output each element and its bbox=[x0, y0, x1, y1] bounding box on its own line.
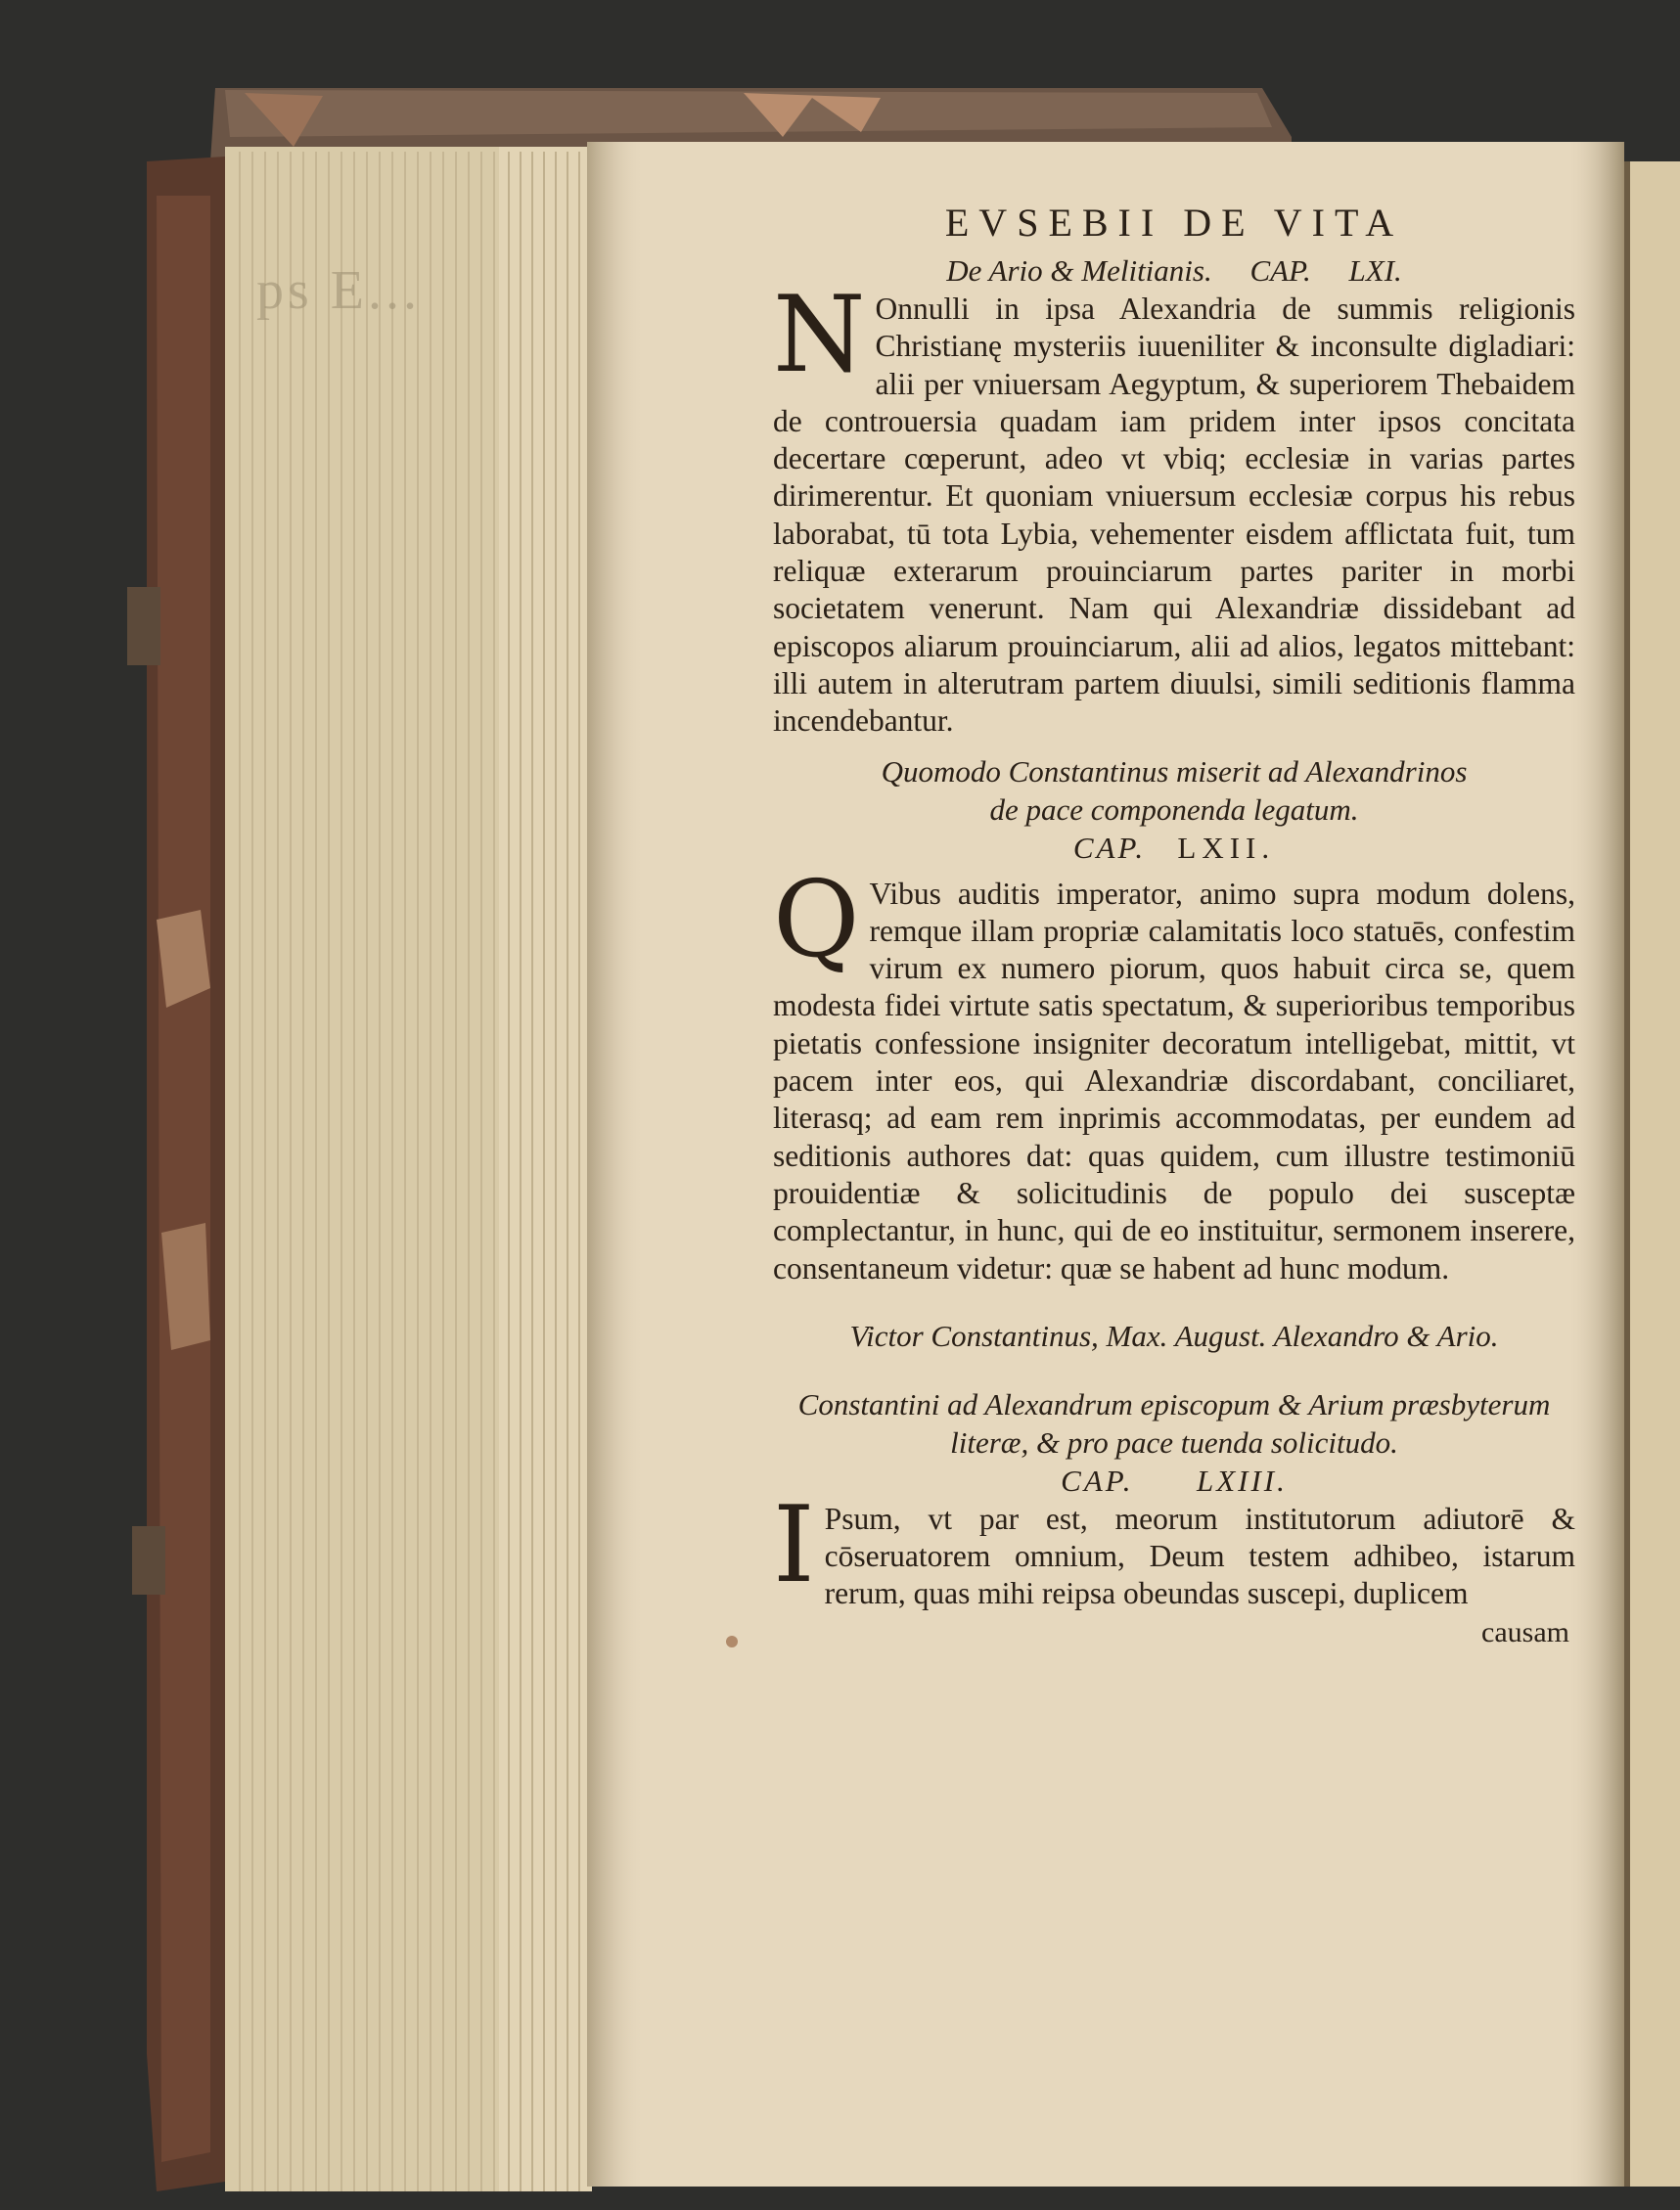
chapter-61-dropcap: N bbox=[773, 274, 866, 396]
chapter-62-heading bbox=[773, 829, 1575, 868]
spine-fragment-text: ps E... bbox=[256, 260, 421, 321]
chapter-63-title: Constantini ad Alexandrum episcopum & Arium præsbyterum literæ, & pro pace tuenda solicitudo. bbox=[797, 1386, 1551, 1460]
catchword: causam bbox=[1481, 1615, 1569, 1648]
chapter-63-heading bbox=[773, 1462, 1575, 1501]
running-head: EVSEBII DE VITA bbox=[944, 201, 1404, 245]
chapter-62-body bbox=[773, 858, 1575, 1287]
page-text-block bbox=[773, 201, 1575, 1650]
chapter-62-title-line1: Quomodo Constantinus miserit ad Alexandrinos bbox=[881, 753, 1468, 789]
chapter-62-dropcap: Q bbox=[773, 858, 860, 981]
chapter-61-body bbox=[773, 274, 1575, 741]
chapter-63-cap: CAP. bbox=[1061, 1463, 1134, 1498]
chapter-62-text: Vibus auditis imperator, animo supra modum dolens, remque illam propriæ calamitatis loco statuēs, confestim virum ex numero piorum, quos habuit circa se, quem modesta fidei virtute satis spectatum, & superioribus temporibus pietatis confessione insigniter decoratum intelligebat, mittit, vt pacem inter eos, qui Alexandriæ discordabant, conciliaret, literasq; ad eam rem inprimis accommodatas, per eundem ad seditionis authores dat: quas quidem, cum illustre testimoniū prouidentiæ & solicitudinis de populo dei susceptæ complectantur, in hunc, qui de eo instituitur, sermonem inserere, consentaneum videtur: quæ se habent ad hunc modum. bbox=[773, 876, 1575, 1285]
chapter-61-cap: CAP. bbox=[1249, 253, 1311, 288]
chapter-63-dropcap: I bbox=[773, 1483, 815, 1606]
salutation: Victor Constantinus, Max. August. Alexandro & Ario. bbox=[849, 1318, 1499, 1353]
chapter-63-body bbox=[773, 1483, 1575, 1613]
chapter-61-number: LXI. bbox=[1348, 253, 1402, 288]
chapter-62-title-line2: de pace componenda legatum. bbox=[989, 791, 1359, 827]
chapter-63-text: Psum, vt par est, meorum institutorum adiutorē & cōseruatorem omnium, Deum testem adhibeo, istarum rerum, quas mihi reipsa obeundas suscepi, duplicem bbox=[824, 1501, 1575, 1611]
chapter-61-text: Onnulli in ipsa Alexandria de summis religionis Christianę mysteriis iuueniliter & inconsulte digladiari: alii per vniuersam Aegyptum, & superiorem Thebaidem de controuersia quadam iam pridem inter ipsos concitata decertare cœperunt, adeo vt vbiq; ecclesiæ in varias partes dirimerentur. Et quoniam vniuersum ecclesiæ corpus his rebus laborabat, tū tota Lybia, vehementer eisdem afflictata fuit, tum reliquæ exterarum prouinciarum partes pariter in morbi societatem venerunt. Nam qui Alexandriæ dissidebant ad episcopos aliarum prouinciarum, alii ad alios, legatos mittebant: illi autem in alterutram partem diuulsi, simili seditionis flamma incendebantur. bbox=[773, 292, 1575, 739]
chapter-61-heading bbox=[773, 251, 1575, 291]
chapter-62-cap: CAP. bbox=[1072, 830, 1147, 865]
chapter-63-number: LXIII. bbox=[1196, 1463, 1288, 1498]
chapter-62-number: LXII. bbox=[1177, 830, 1276, 865]
chapter-61-title: De Ario & Melitianis. bbox=[946, 253, 1212, 288]
